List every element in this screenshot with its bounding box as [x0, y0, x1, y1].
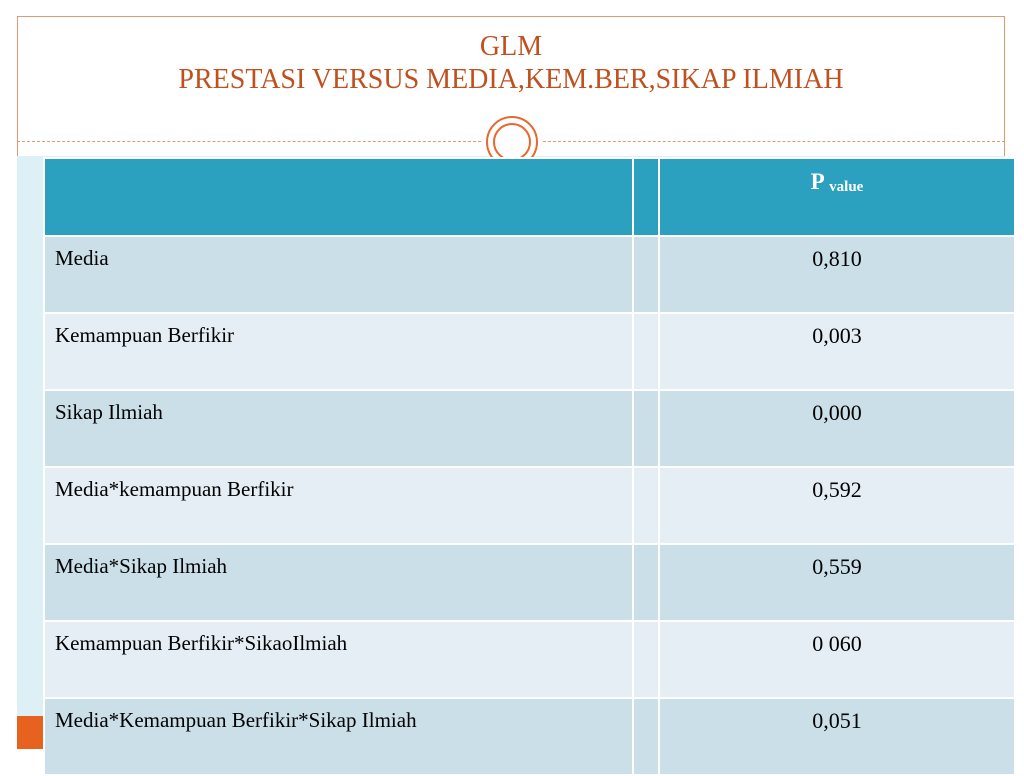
row-p-value: 0,000: [659, 390, 1015, 467]
row-p-value: 0,003: [659, 313, 1015, 390]
title-divider-left: [17, 141, 481, 142]
title-divider-right: [543, 141, 1005, 142]
row-spacer: [633, 313, 659, 390]
row-spacer: [633, 544, 659, 621]
table-row: [44, 313, 1015, 390]
row-p-value: 0,592: [659, 467, 1015, 544]
header-cell-spacer: [633, 158, 659, 236]
p-label: P: [810, 169, 824, 194]
row-label: Sikap Ilmiah: [44, 390, 633, 467]
slide-title: [17, 30, 1005, 96]
row-spacer: [633, 698, 659, 775]
row-p-value: 0,559: [659, 544, 1015, 621]
row-p-value: 0 060: [659, 621, 1015, 698]
title-line-2: PRESTASI VERSUS MEDIA,KEM.BER,SIKAP ILMIAH: [178, 64, 844, 95]
header-cell-variable: [44, 158, 633, 236]
row-label: Kemampuan Berfikir*SikaoIlmiah: [44, 621, 633, 698]
row-label: Kemampuan Berfikir: [44, 313, 633, 390]
row-spacer: [633, 236, 659, 313]
row-label: Media*Sikap Ilmiah: [44, 544, 633, 621]
header-cell-p-value: [659, 158, 1015, 236]
p-value-table: [43, 157, 1016, 776]
table-row: [44, 621, 1015, 698]
row-spacer: [633, 390, 659, 467]
row-spacer: [633, 467, 659, 544]
table-row: [44, 236, 1015, 313]
row-label: Media*kemampuan Berfikir: [44, 467, 633, 544]
row-label: Media*Kemampuan Berfikir*Sikap Ilmiah: [44, 698, 633, 775]
row-spacer: [633, 621, 659, 698]
table-header-row: [44, 158, 1015, 236]
table-row: [44, 698, 1015, 775]
row-p-value: 0,810: [659, 236, 1015, 313]
p-subscript: value: [829, 179, 864, 195]
table-row: [44, 544, 1015, 621]
row-label: Media: [44, 236, 633, 313]
title-line-1: GLM: [479, 31, 543, 62]
table-row: [44, 467, 1015, 544]
row-p-value: 0,051: [659, 698, 1015, 775]
table-row: [44, 390, 1015, 467]
